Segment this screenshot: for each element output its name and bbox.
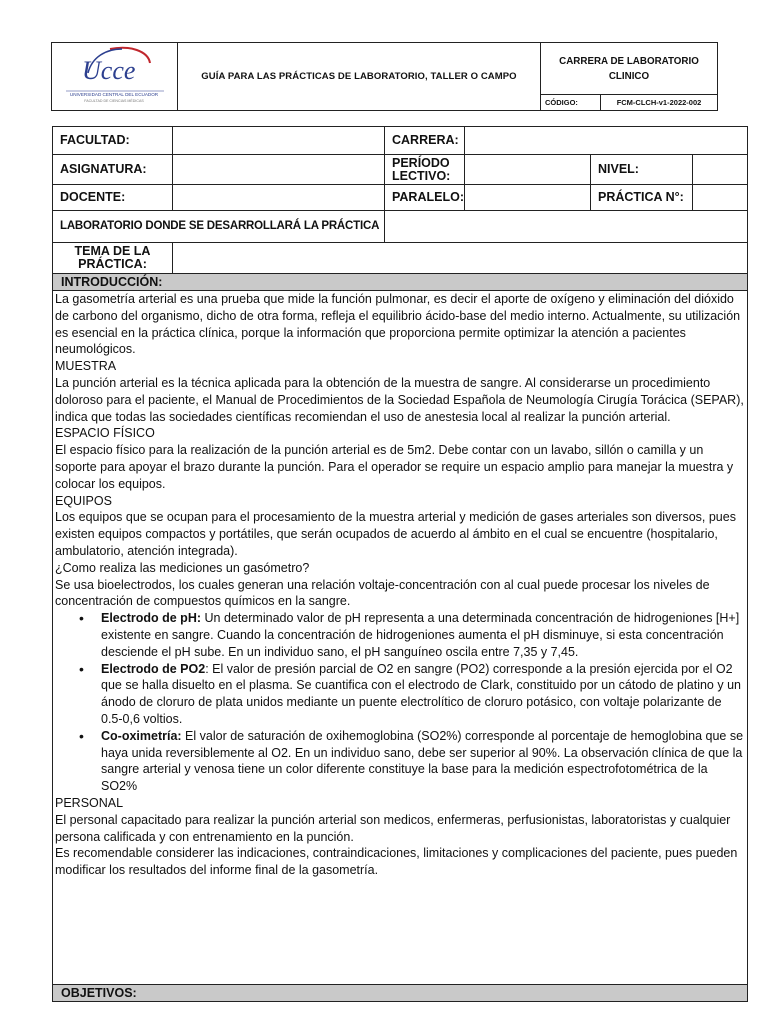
list-item-text: : El valor de presión parcial de O2 en sangre (PO2) corresponde a la presión ejercida por el O2 que se halla disuelto en el plasma. Se cuantifica con el electrodo de Clark, constituido por un cátodo de platino y un ánodo de cloruro de plata unidos mediante un puente electrolítico de cloruro potásico, con voltaje polarizante de 0.5-0,6 voltios. xyxy=(101,661,741,726)
asignatura-label: ASIGNATURA: xyxy=(53,155,173,185)
asignatura-field[interactable] xyxy=(173,155,385,185)
bullet-icon: • xyxy=(79,660,84,677)
electrode-list xyxy=(55,610,745,795)
carrera-field[interactable] xyxy=(465,127,748,155)
logo-subcaption: FACULTAD DE CIENCIAS MÉDICAS xyxy=(84,99,144,103)
list-item-term: Electrodo de pH: xyxy=(101,611,202,626)
tema-field[interactable] xyxy=(173,243,748,274)
info-table xyxy=(52,126,748,274)
list-item-term: Co-oximetría: xyxy=(101,728,182,743)
code-value: FCM-CLCH-v1-2022-002 xyxy=(616,98,702,107)
list-item xyxy=(79,660,745,728)
muestra-paragraph: La punción arterial es la técnica aplicada para la obtención de la muestra de sangre. Al considerarse un procedimiento doloroso para el paciente, el Manual de Procedimientos de la Sociedad Española de Neumología Cirugía Torácica (SEPAR), indica que todas las sociedades científicas recomiendan el uso de anestesia local al realizar la punción arterial. xyxy=(55,375,744,424)
logo-cell xyxy=(52,43,178,110)
periodo-label: PERÍODO LECTIVO: xyxy=(385,155,465,185)
list-item xyxy=(79,610,745,660)
docente-field[interactable] xyxy=(173,185,385,211)
facultad-label: FACULTAD: xyxy=(53,127,173,155)
list-item-text: Un determinado valor de pH representa a una determinada concentración de hidrogeniones [H+] existente en sangre. Cuando la concentración de hidrogeniones aumenta el pH disminuye, si esta concentración desciende el pH sube. En un individuo sano, el pH sanguíneo oscila entre 7,35 y 7,45. xyxy=(101,611,740,659)
logo-caption: UNIVERSIDAD CENTRAL DEL ECUADOR xyxy=(69,92,159,97)
university-logo xyxy=(52,43,176,109)
section-heading-equipos: EQUIPOS xyxy=(55,493,112,508)
practica-label: PRÁCTICA N°: xyxy=(591,185,693,211)
introduction-header: INTRODUCCIÓN: xyxy=(52,274,748,291)
intro-paragraph: La gasometría arterial es una prueba que mide la función pulmonar, es decir el aporte de oxígeno y eliminación del dióxido de carbono del organismo, dicho de otra forma, refleja el equilibrio ácido-base del medio interno. Actualmente, su utilización es esencial en la práctica clínica, porque la información que proporciona permite optimizar la atención a pacientes neumológicos. xyxy=(55,292,741,357)
guide-title: GUÍA PARA LAS PRÁCTICAS DE LABORATORIO, TALLER O CAMPO xyxy=(178,43,541,110)
espacio-paragraph: El espacio físico para la realización de la punción arterial es de 5m2. Debe contar con un lavabo, sillón o camilla y un soporte para apoyar el brazo durante la punción. Para el operador se require un espacio amplio para manejar la muestra y colocar los equipos. xyxy=(55,443,734,491)
personal-paragraph: El personal capacitado para realizar la punción arterial son medicos, enfermeras, perfusionistas, laboratoristas y cualquier persona calificada y con entrenamiento en la punción. xyxy=(55,812,731,844)
facultad-field[interactable] xyxy=(173,127,385,155)
equipos-paragraph: Los equipos que se ocupan para el procesamiento de la muestra arterial y medición de gases arteriales son diversos, pues existen equipos compactos y portátiles, que serán ocupados de acuerdo al ámbito en el cual se encuentre (hospitalario, ambulatorio, atención integrada). xyxy=(55,510,736,558)
practica-field[interactable] xyxy=(693,185,748,211)
introduction-text xyxy=(55,291,745,879)
objectives-header: OBJETIVOS: xyxy=(52,984,748,1002)
bullet-icon: • xyxy=(79,610,84,627)
list-item-term: Electrodo de PO2 xyxy=(101,661,206,676)
logo-mark: Ucce xyxy=(82,56,136,85)
laboratorio-field[interactable] xyxy=(385,211,748,243)
docente-label: DOCENTE: xyxy=(53,185,173,211)
section-heading-espacio: ESPACIO FÍSICO xyxy=(55,426,155,441)
bioelectrodos-paragraph: Se usa bioelectrodos, los cuales generan una relación voltaje-concentración con al cual puede procesar los niveles de concentración de compuestos químicos en la sangre. xyxy=(55,577,710,609)
carrera-label: CARRERA: xyxy=(385,127,465,155)
list-item-text: El valor de saturación de oxihemoglobina (SO2%) corresponde al porcentaje de hemoglobina que se haya unida reversiblemente al O2. En un individuo sano, debe ser superior al 90%. La observación clínica de que la sangre arterial y venosa tiene un color diferente constituye la base para la medición espectrofotométrica de la SO2% xyxy=(101,728,744,794)
nivel-label: NIVEL: xyxy=(591,155,693,185)
paralelo-label: PARALELO: xyxy=(385,185,465,211)
code-label: CÓDIGO: xyxy=(541,95,601,110)
introduction-content-box xyxy=(52,291,748,984)
bullet-icon: • xyxy=(79,727,84,744)
question-medicion: ¿Como realiza las mediciones un gasómetro? xyxy=(55,560,310,575)
final-paragraph: Es recomendable considerer las indicaciones, contraindicaciones, limitaciones y complicaciones del paciente, pues pueden modificar los resultados del informe final de la gasometría. xyxy=(55,846,738,878)
laboratorio-label: LABORATORIO DONDE SE DESARROLLARÁ LA PRÁCTICA xyxy=(53,211,385,243)
section-heading-personal: PERSONAL xyxy=(55,795,124,810)
paralelo-field[interactable] xyxy=(465,185,591,211)
tema-label: TEMA DE LA PRÁCTICA: xyxy=(53,243,173,274)
nivel-field[interactable] xyxy=(693,155,748,185)
section-heading-muestra: MUESTRA xyxy=(55,359,117,374)
periodo-field[interactable] xyxy=(465,155,591,185)
career-title: CARRERA DE LABORATORIO CLINICO xyxy=(541,43,717,95)
document-header xyxy=(51,42,718,111)
list-item xyxy=(79,727,745,795)
